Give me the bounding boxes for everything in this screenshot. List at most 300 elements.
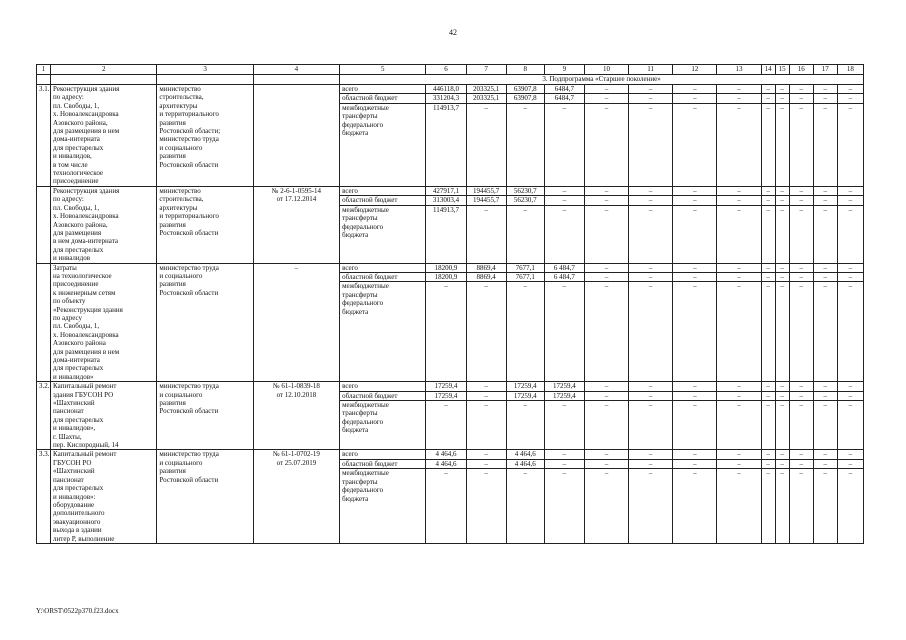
column-number: 12 [673,65,717,75]
funding-column-c7 [466,186,506,263]
dash-value: – [814,450,837,459]
page-number: 42 [449,28,457,37]
empty-year-column [775,263,789,382]
funding-column-c8 [506,263,544,382]
dash-value: – [766,469,770,478]
dash-value: – [673,94,716,103]
dash-value: – [585,187,628,196]
empty-year-column [775,382,789,450]
document-number: № 61-1-0702-19 от 25.07.2019 [253,450,339,543]
funding-source: всего [340,450,425,459]
funding-value: 6 484,7 [545,272,584,281]
dash-value: – [776,264,789,273]
empty-year-column [789,263,813,382]
funding-value: – [562,282,567,291]
empty-year-column [761,382,775,450]
dash-value: – [814,94,837,103]
activity-name: Затраты на технологическое присоединение к инженерным сетям по объекту «Реконструкция здания по адресу пл. Свободы, 1, х. Новоалександровка Азовского района для размещения в нем дома-интерната для престарелых и инвалидов» [51,263,157,382]
funding-source: межбюджетные трансферты федерального бюджета [342,103,389,138]
dash-value: – [604,103,609,112]
dash-value: – [604,282,609,291]
funding-column-c9 [544,450,584,543]
funding-column-c6 [426,450,466,543]
funding-value: 446118,0 [426,85,465,94]
dash-value: – [673,450,716,459]
column-number: 15 [775,65,789,75]
dash-value: – [629,85,672,94]
funding-column-c7 [466,263,506,382]
column-number: 3 [157,65,253,75]
dash-value: – [799,401,803,410]
dash-value: – [776,85,789,94]
dash-value: – [790,196,813,205]
funding-value: – [545,450,584,459]
dash-value: – [629,450,672,459]
dash-value: – [629,272,672,281]
dash-value: – [776,382,789,391]
funding-column-c7 [466,382,506,450]
dash-value: – [673,459,716,468]
dash-value: – [717,196,760,205]
empty-year-column [775,450,789,543]
column-number: 7 [466,65,506,75]
column-number: 14 [761,65,775,75]
funding-value: 4 464,6 [507,459,544,468]
dash-value: – [629,94,672,103]
dash-value: – [780,103,784,112]
funding-value: 6484,7 [545,94,584,103]
funding-source: областной бюджет [340,196,425,205]
funding-value: 18200,9 [426,272,465,281]
empty-year-column [584,450,628,543]
activity-name: Реконструкция здания по адресу: пл. Свободы, 1, х. Новоалександровка Азовского района, для размещения в нем дома-интерната для престарелых и инвалидов [51,186,157,263]
row-number: 3.2. [37,382,51,450]
dash-value: – [776,459,789,468]
column-number: 8 [506,65,544,75]
funding-value: 6 484,7 [545,264,584,273]
dash-value: – [766,205,770,214]
dash-value: – [604,401,609,410]
dash-value: – [762,450,775,459]
column-number: 11 [629,65,673,75]
funding-column-source [340,382,426,450]
dash-value: – [848,205,853,214]
dash-value: – [629,391,672,400]
dash-value: – [838,459,863,468]
funding-value: 4 464,6 [426,450,465,459]
dash-value: – [673,272,716,281]
empty-year-column [789,382,813,450]
dash-value: – [838,187,863,196]
dash-value: – [693,103,697,112]
dash-value: – [673,382,716,391]
funding-value: – [484,401,488,410]
empty-year-column [837,263,863,382]
activity-name: Капитальный ремонт ГБУСОН РО «Шахтинский пансионат для престарелых и инвалидов»: оборудование дополнительного эвакуационного выхода в здании литер Р, выполнение [51,450,157,543]
funding-source: областной бюджет [340,94,425,103]
dash-value: – [737,401,741,410]
dash-value: – [585,459,628,468]
funding-source: межбюджетные трансферты федерального бюджета [342,205,389,239]
funding-value: 7677,1 [507,272,544,281]
dash-value: – [823,401,828,410]
funding-source: всего [340,187,425,196]
funding-value: 4 464,6 [507,450,544,459]
dash-value: – [838,264,863,273]
column-number: 13 [717,65,761,75]
funding-value: 114913,7 [432,103,459,112]
funding-source: межбюджетные трансферты федерального бюджета [342,401,389,435]
empty-year-column [717,85,761,187]
funding-column-c6 [426,382,466,450]
funding-value: – [484,469,488,478]
empty-year-column [837,85,863,187]
dash-value: – [673,196,716,205]
dash-value: – [766,401,770,410]
dash-value: – [790,94,813,103]
document-number [253,85,339,187]
funding-value: – [523,282,527,291]
dash-value: – [629,264,672,273]
dash-value: – [629,459,672,468]
funding-source: областной бюджет [340,272,425,281]
dash-value: – [838,450,863,459]
dash-value: – [585,382,628,391]
dash-value: – [629,187,672,196]
funding-value: 17259,4 [426,391,465,400]
document-number: № 2-6-1-0595-14 от 17.12.2014 [253,186,339,263]
column-number: 5 [340,65,426,75]
dash-value: – [737,282,741,291]
dash-value: – [717,94,760,103]
empty-year-column [813,186,837,263]
empty-year-column [584,85,628,187]
funding-value: – [523,103,527,112]
table-row [37,263,864,382]
document-number: – [253,263,339,382]
dash-value: – [717,264,760,273]
dash-value: – [790,187,813,196]
dash-value: – [799,282,803,291]
dash-value: – [673,85,716,94]
empty-year-column [813,263,837,382]
activity-name: Реконструкция здания по адресу: пл. Свободы, 1, х. Новоалександровка Азовского района, для размещения в нем дома-интерната для престарелых и инвалидов, в том числе технологическое присоединение [51,85,157,187]
dash-value: – [814,85,837,94]
funding-value: – [562,401,567,410]
dash-value: – [790,391,813,400]
row-number: 3.3. [37,450,51,543]
funding-value: 63907,8 [507,85,544,94]
dash-value: – [717,187,760,196]
empty-year-column [761,263,775,382]
program-table [36,64,864,544]
funding-value: 313003,4 [426,196,465,205]
dash-value: – [799,103,803,112]
dash-value: – [673,264,716,273]
funding-value: 56230,7 [507,196,544,205]
funding-column-c9 [544,85,584,187]
column-number: 16 [789,65,813,75]
dash-value: – [780,205,784,214]
row-number: 3.1. [37,85,51,187]
dash-value: – [848,469,853,478]
funding-value: 18200,9 [426,264,465,273]
empty-year-column [789,85,813,187]
funding-value: – [467,382,506,391]
empty-year-column [629,450,673,543]
dash-value: – [762,196,775,205]
funding-column-source [340,263,426,382]
funding-value: 427917,1 [426,187,465,196]
empty-year-column [813,85,837,187]
funding-column-c7 [466,450,506,543]
empty-year-column [717,263,761,382]
dash-value: – [776,391,789,400]
funding-source: областной бюджет [340,391,425,400]
dash-value: – [762,382,775,391]
funding-value: – [467,450,506,459]
dash-value: – [693,205,697,214]
dash-value: – [717,391,760,400]
funding-column-c6 [426,186,466,263]
dash-value: – [776,94,789,103]
dash-value: – [780,401,784,410]
funding-value: – [467,391,506,400]
dash-value: – [717,450,760,459]
dash-value: – [629,196,672,205]
funding-source: межбюджетные трансферты федерального бюджета [342,469,389,503]
funding-value: – [484,282,488,291]
column-number: 4 [253,65,339,75]
column-number: 6 [426,65,466,75]
empty-year-column [775,85,789,187]
dash-value: – [585,264,628,273]
empty-year-column [761,85,775,187]
dash-value: – [838,391,863,400]
table-row [37,186,864,263]
empty-year-column [673,263,717,382]
dash-value: – [629,382,672,391]
dash-value: – [780,469,784,478]
funding-column-c8 [506,186,544,263]
funding-value: – [562,103,567,112]
funding-source: межбюджетные трансферты федерального бюджета [342,282,389,316]
empty-year-column [629,382,673,450]
dash-value: – [648,469,653,478]
empty-year-column [837,186,863,263]
funding-value: 17259,4 [507,391,544,400]
dash-value: – [648,103,653,112]
funding-value: 203325,1 [467,85,506,94]
executor: министерство строительства, архитектуры и территориального развития Ростовской области [157,186,253,263]
dash-value: – [776,272,789,281]
funding-value: – [545,187,584,196]
funding-value: – [562,469,567,478]
dash-value: – [776,196,789,205]
dash-value: – [762,264,775,273]
funding-value: – [523,469,527,478]
dash-value: – [585,94,628,103]
funding-value: 17259,4 [545,391,584,400]
spacer-cell [157,75,253,85]
dash-value: – [776,187,789,196]
funding-value: 331204,3 [426,94,465,103]
dash-value: – [838,94,863,103]
funding-column-c9 [544,382,584,450]
document-number: № 61-1-0839-18 от 12.10.2018 [253,382,339,450]
dash-value: – [585,196,628,205]
dash-value: – [823,103,828,112]
row-number [37,186,51,263]
empty-year-column [629,85,673,187]
table-row [37,382,864,450]
dash-value: – [799,205,803,214]
empty-year-column [837,450,863,543]
dash-value: – [585,391,628,400]
dash-value: – [838,85,863,94]
funding-value: – [545,459,584,468]
funding-value: 17259,4 [545,382,584,391]
dash-value: – [737,205,741,214]
funding-value: – [444,401,448,410]
dash-value: – [673,391,716,400]
funding-column-c9 [544,263,584,382]
funding-value: 114913,7 [432,205,459,214]
column-number: 17 [813,65,837,75]
dash-value: – [762,459,775,468]
dash-value: – [762,94,775,103]
dash-value: – [762,187,775,196]
funding-value: – [545,196,584,205]
dash-value: – [848,103,853,112]
dash-value: – [790,382,813,391]
dash-value: – [814,459,837,468]
dash-value: – [790,85,813,94]
dash-value: – [766,282,770,291]
funding-column-c9 [544,186,584,263]
funding-column-c6 [426,263,466,382]
empty-year-column [673,450,717,543]
dash-value: – [814,382,837,391]
funding-value: – [523,401,527,410]
funding-value: 203325,1 [467,94,506,103]
dash-value: – [838,272,863,281]
dash-value: – [762,85,775,94]
empty-year-column [813,450,837,543]
funding-value: 17259,4 [426,382,465,391]
dash-value: – [585,272,628,281]
empty-year-column [673,382,717,450]
dash-value: – [838,382,863,391]
empty-year-column [673,186,717,263]
funding-column-c6 [426,85,466,187]
funding-column-source [340,450,426,543]
dash-value: – [717,459,760,468]
empty-year-column [761,186,775,263]
subprogram-title: 3. Подпрограмма «Старшее поколение» [340,75,864,85]
empty-year-column [789,450,813,543]
dash-value: – [717,272,760,281]
funding-value: 4 464,6 [426,459,465,468]
funding-value: – [484,103,488,112]
column-number-row [37,65,864,75]
dash-value: – [717,85,760,94]
dash-value: – [604,205,609,214]
dash-value: – [648,205,653,214]
funding-value: – [444,282,448,291]
funding-column-c8 [506,450,544,543]
empty-year-column [584,263,628,382]
empty-year-column [837,382,863,450]
executor: министерство труда и социального развития Ростовской области [157,263,253,382]
funding-value: 6484,7 [545,85,584,94]
empty-year-column [789,186,813,263]
column-number: 10 [584,65,628,75]
dash-value: – [814,391,837,400]
dash-value: – [762,391,775,400]
funding-value: 194455,7 [467,196,506,205]
empty-year-column [761,450,775,543]
dash-value: – [823,469,828,478]
dash-value: – [790,459,813,468]
funding-source: всего [340,85,425,94]
funding-value: – [523,205,527,214]
funding-column-c7 [466,85,506,187]
dash-value: – [673,187,716,196]
empty-year-column [584,382,628,450]
dash-value: – [814,187,837,196]
funding-column-c8 [506,382,544,450]
funding-source: областной бюджет [340,459,425,468]
column-number: 18 [837,65,863,75]
dash-value: – [585,450,628,459]
activity-name: Капитальный ремонт здания ГБУСОН РО «Шахтинский пансионат для престарелых и инвалидов», г. Шахты, пер. Кислородный, 14 [51,382,157,450]
dash-value: – [823,282,828,291]
empty-year-column [629,263,673,382]
dash-value: – [790,272,813,281]
empty-year-column [775,186,789,263]
table-row [37,85,864,187]
funding-value: – [484,205,488,214]
executor: министерство труда и социального развития Ростовской области [157,382,253,450]
dash-value: – [814,264,837,273]
spacer-cell [51,75,157,85]
subprogram-row [37,75,864,85]
column-number: 1 [37,65,51,75]
column-number: 9 [544,65,584,75]
file-path-footer: Y:\ORST\0522p370.f23.docx [36,607,119,615]
funding-value: 56230,7 [507,187,544,196]
dash-value: – [823,205,828,214]
dash-value: – [776,450,789,459]
executor: министерство труда и социального развития Ростовской области [157,450,253,543]
funding-value: 8869,4 [467,264,506,273]
column-number: 2 [51,65,157,75]
dash-value: – [790,450,813,459]
empty-year-column [813,382,837,450]
funding-value: – [562,205,567,214]
funding-value: – [444,469,448,478]
empty-year-column [717,186,761,263]
dash-value: – [648,282,653,291]
dash-value: – [790,264,813,273]
dash-value: – [848,401,853,410]
dash-value: – [693,469,697,478]
dash-value: – [585,85,628,94]
dash-value: – [717,382,760,391]
dash-value: – [780,282,784,291]
dash-value: – [693,282,697,291]
